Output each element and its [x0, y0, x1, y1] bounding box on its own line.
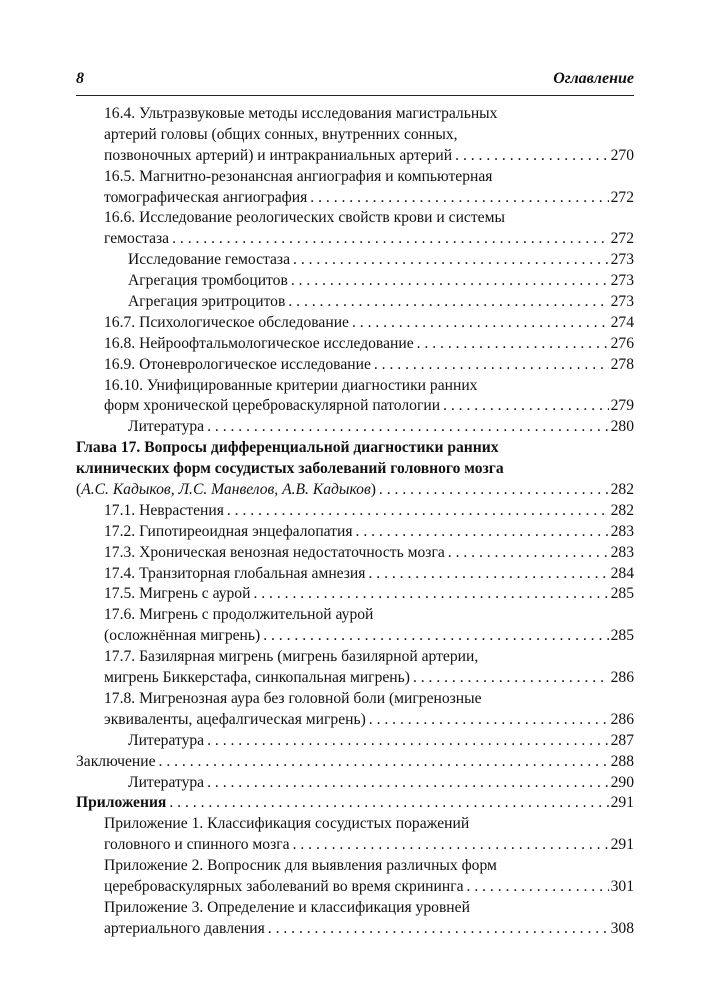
toc-entry-title: гемостаза: [104, 230, 170, 248]
toc-entry-title: Агрегация тромбоцитов: [128, 272, 288, 290]
toc-page-number: 301: [610, 877, 634, 895]
running-header: [76, 68, 634, 92]
toc-entry-line: [76, 752, 634, 773]
toc-entry-title: артерий головы (общих сонных, внутренних сонных,: [104, 125, 458, 143]
toc-entry-line: [76, 188, 634, 209]
toc-entry-line: [76, 710, 634, 731]
toc-page-number: 272: [610, 188, 634, 206]
dot-leader: [293, 250, 609, 271]
dot-leader: [291, 271, 609, 292]
dot-leader: [263, 626, 608, 647]
toc-page-number: 282: [610, 501, 634, 519]
toc-entry-line: [76, 355, 634, 376]
toc-entry-line: [76, 292, 634, 313]
toc-entry-line: [76, 459, 634, 480]
dot-leader: [467, 877, 609, 898]
toc-entry-title: эквиваленты, ацефалгическая мигрень): [104, 710, 366, 728]
toc-entry-line: [76, 647, 634, 668]
toc-entry-title: (осложнённая мигрень): [104, 627, 261, 645]
toc-entry-title: позвоночных артерий) и интракраниальных артерий: [104, 146, 453, 164]
dot-leader: [368, 564, 608, 585]
running-title: Оглавление: [553, 70, 634, 87]
toc-entry-line: [76, 668, 634, 689]
toc-entry-line: [76, 501, 634, 522]
toc-entry-line: [76, 584, 634, 605]
toc-entry-title: 16.9. Отоневрологическое исследование: [104, 355, 371, 373]
toc-entry-line: [76, 208, 634, 229]
toc-entry-line: [76, 898, 634, 919]
toc-page: [76, 0, 634, 1000]
toc-page-number: 308: [610, 919, 634, 937]
toc-entry-title: 17.8. Мигренозная аура без головной боли (мигренозные: [104, 689, 482, 707]
toc-entry-title: Приложение 2. Вопросник для выявления различных форм: [104, 857, 497, 875]
toc-entry-title: 17.3. Хроническая венозная недостаточность мозга: [104, 543, 445, 561]
toc-entry-title: цереброваскулярных заболеваний во время скрининга: [104, 877, 464, 895]
toc-entry-line: [76, 125, 634, 146]
toc-entry-title: 16.5. Магнитно-резонансная ангиография и компьютерная: [104, 167, 493, 185]
toc-entry-line: [76, 626, 634, 647]
toc-entry-title: 17.6. Мигрень с продолжительной аурой: [104, 606, 374, 624]
toc-entry-line: [76, 396, 634, 417]
toc-entry-line: [76, 543, 634, 564]
dot-leader: [379, 480, 609, 501]
toc-page-number: 278: [610, 355, 634, 373]
toc-entry-title: головного и спинного мозга: [104, 836, 290, 854]
toc-entry-title: Заключение: [76, 752, 156, 770]
toc-page-number: 276: [610, 334, 634, 352]
toc-entry-line: [76, 814, 634, 835]
toc-entry-title: 16.10. Унифицированные критерии диагностики ранних: [104, 376, 478, 394]
toc-chapter-authors: (А.С. Кадыков, Л.С. Манвелов, А.В. Кадыков): [76, 481, 376, 499]
toc-entry-line: [76, 146, 634, 167]
toc-entry-title: 17.4. Транзиторная глобальная амнезия: [104, 564, 366, 582]
toc-entry-title: Приложение 1. Классификация сосудистых поражений: [104, 815, 470, 833]
dot-leader: [417, 334, 609, 355]
toc-page-number: 285: [610, 585, 634, 603]
dot-leader: [227, 501, 609, 522]
toc-entry-title: клинических форм сосудистых заболеваний головного мозга: [76, 460, 504, 478]
dot-leader: [352, 313, 609, 334]
toc-page-number: 287: [610, 731, 634, 749]
toc-entry-title: Приложение 3. Определение и классификация уровней: [104, 898, 470, 916]
toc-page-number: 291: [610, 794, 634, 812]
toc-entry-title: Глава 17. Вопросы дифференциальной диагностики ранних: [76, 439, 499, 457]
toc-page-number: 283: [610, 522, 634, 540]
toc-entry-title: 16.6. Исследование реологических свойств крови и системы: [104, 209, 505, 227]
dot-leader: [207, 773, 609, 794]
toc-page-number: 282: [610, 481, 634, 499]
toc-page-number: 273: [610, 293, 634, 311]
toc-entry-line: [76, 605, 634, 626]
toc-page-number: 286: [610, 710, 634, 728]
toc-entry-title: томографическая ангиография: [104, 188, 308, 206]
toc-page-number: 284: [610, 564, 634, 582]
dot-leader: [443, 396, 609, 417]
toc-entry-line: [76, 376, 634, 397]
dot-leader: [448, 543, 609, 564]
dot-leader: [293, 835, 609, 856]
toc-entry-title: Приложения: [76, 794, 167, 812]
toc-entry-title: Агрегация эритроцитов: [128, 293, 286, 311]
toc-entry-line: [76, 919, 634, 940]
toc-page-number: 288: [610, 752, 634, 770]
toc-entry-title: 16.7. Психологическое обследование: [104, 313, 349, 331]
toc-page-number: 272: [610, 230, 634, 248]
toc-entry-line: [76, 104, 634, 125]
toc-entry-title: 17.7. Базилярная мигрень (мигрень базилярной артерии,: [104, 648, 479, 666]
toc-page-number: 290: [610, 773, 634, 791]
toc-entry-line: [76, 689, 634, 710]
page-number: 8: [76, 70, 84, 87]
dot-leader: [374, 355, 609, 376]
toc-entry-title: 16.4. Ультразвуковые методы исследования магистральных: [104, 105, 498, 122]
dot-leader: [253, 584, 608, 605]
toc-entry-title: Литература: [128, 731, 205, 749]
toc-entry-title: Литература: [128, 773, 205, 791]
toc-entry-title: форм хронической цереброваскулярной патологии: [104, 397, 441, 415]
dot-leader: [172, 229, 609, 250]
toc-page-number: 270: [610, 146, 634, 164]
toc-entry-line: [76, 438, 634, 459]
table-of-contents: [76, 104, 634, 940]
toc-entry-line: [76, 167, 634, 188]
toc-page-number: 279: [610, 397, 634, 415]
toc-entry-line: [76, 731, 634, 752]
dot-leader: [288, 292, 608, 313]
authors-names: А.С. Кадыков, Л.С. Манвелов, А.В. Кадыков: [81, 481, 371, 499]
toc-entry-line: [76, 313, 634, 334]
toc-entry-line: [76, 334, 634, 355]
dot-leader: [455, 146, 608, 167]
toc-entry-line: [76, 564, 634, 585]
dot-leader: [207, 417, 609, 438]
toc-entry-line: [76, 856, 634, 877]
toc-entry-line: [76, 522, 634, 543]
dot-leader: [413, 668, 609, 689]
toc-entry-line: [76, 773, 634, 794]
toc-entry-line: [76, 250, 634, 271]
dot-leader: [356, 522, 609, 543]
dot-leader: [369, 710, 609, 731]
dot-leader: [159, 752, 609, 773]
toc-entry-title: артериального давления: [104, 919, 265, 937]
toc-entry-line: [76, 417, 634, 438]
toc-entry-line: [76, 480, 634, 501]
dot-leader: [310, 188, 608, 209]
toc-page-number: 285: [610, 627, 634, 645]
toc-page-number: 291: [610, 836, 634, 854]
toc-entry-line: [76, 877, 634, 898]
toc-entry-title: Исследование гемостаза: [128, 251, 291, 269]
dot-leader: [169, 793, 608, 814]
toc-entry-title: 17.5. Мигрень с аурой: [104, 585, 251, 603]
toc-entry-title: 17.2. Гипотиреоидная энцефалопатия: [104, 522, 353, 540]
toc-page-number: 280: [610, 418, 634, 436]
toc-page-number: 273: [610, 272, 634, 290]
toc-page-number: 283: [610, 543, 634, 561]
dot-leader: [268, 919, 609, 940]
toc-entry-title: Литература: [128, 418, 205, 436]
header-rule: [76, 95, 634, 96]
toc-entry-title: мигрень Биккерстафа, синкопальная мигрень): [104, 669, 410, 687]
dot-leader: [207, 731, 609, 752]
toc-entry-line: [76, 835, 634, 856]
toc-page-number: 273: [610, 251, 634, 269]
toc-entry-title: 17.1. Неврастения: [104, 501, 224, 519]
toc-entry-title: 16.8. Нейроофтальмологическое исследование: [104, 334, 414, 352]
toc-entry-line: [76, 229, 634, 250]
toc-page-number: 274: [610, 313, 634, 331]
toc-entry-line: [76, 271, 634, 292]
toc-page-number: 286: [610, 669, 634, 687]
toc-entry-line: [76, 793, 634, 814]
